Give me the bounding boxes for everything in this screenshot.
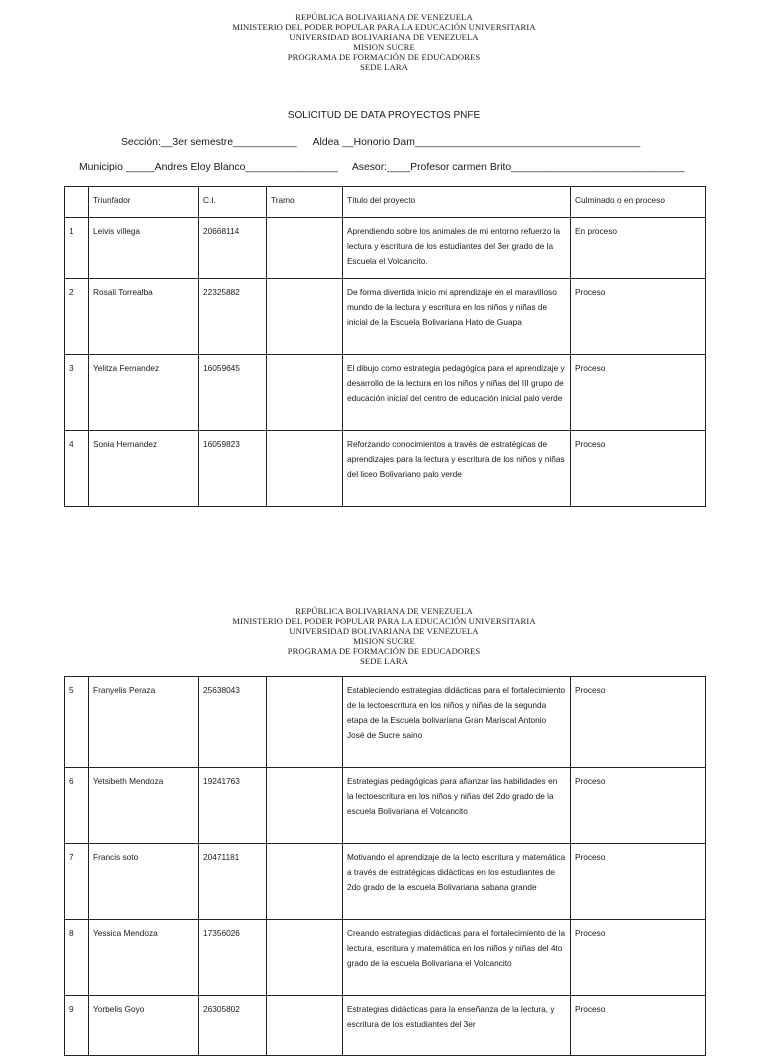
- tramo-cell: [267, 677, 343, 768]
- header-line: MINISTERIO DEL PODER POPULAR PARA LA EDUCACIÓN UNIVERSITARIA: [232, 616, 536, 626]
- header-cell-titulo: Título del proyecto: [343, 187, 571, 218]
- table-row: [65, 677, 706, 768]
- estado-cell: Proceso: [571, 355, 706, 431]
- row-number-cell: 1: [65, 218, 89, 279]
- row-number-cell: 2: [65, 279, 89, 355]
- asesor-field: Asesor:____Profesor carmen Brito______________________________: [351, 162, 685, 173]
- header-cell-tramo: Tramo: [267, 187, 343, 218]
- estado-cell: En proceso: [571, 218, 706, 279]
- projects-table-body: [65, 677, 706, 1056]
- municipio-asesor-row: [79, 161, 685, 174]
- titulo-cell: Aprendiendo sobre los animales de mi entorno refuerzo la lectura y escritura de los estudiantes del 3er grado de la Escuela el Volcancito.: [343, 218, 571, 279]
- titulo-cell: Estrategias pedagógicas para afianzar las habilidades en la lectoescritura en los niños y niñas del 2do grado de la escuela Bolivariana el Volcancito: [343, 768, 571, 844]
- row-number-cell: 4: [65, 431, 89, 507]
- row-number-cell: 6: [65, 768, 89, 844]
- ci-cell: 22325882: [199, 279, 267, 355]
- tramo-cell: [267, 768, 343, 844]
- seccion-field: Sección:__3er semestre___________: [121, 137, 297, 148]
- estado-cell: Proceso: [571, 768, 706, 844]
- table-row: [65, 355, 706, 431]
- triunfador-cell: Leivis villega: [89, 218, 199, 279]
- table-row: [65, 844, 706, 920]
- table-row: [65, 431, 706, 507]
- header-cell-triunfador: Triunfador: [89, 187, 199, 218]
- ci-cell: 20668114: [199, 218, 267, 279]
- table-row: [65, 218, 706, 279]
- tramo-cell: [267, 996, 343, 1056]
- titulo-cell: Estableciendo estrategias didácticas para el fortalecimiento de la lectoescritura en los niños y niñas de la segunda etapa de la Escuela bolivariana Gran Mariscal Antonio José de Sucre saino: [343, 677, 571, 768]
- triunfador-cell: Franyelis Peraza: [89, 677, 199, 768]
- tramo-cell: [267, 279, 343, 355]
- table-row: [65, 768, 706, 844]
- triunfador-cell: Yessica Mendoza: [89, 920, 199, 996]
- header-line: MINISTERIO DEL PODER POPULAR PARA LA EDUCACIÓN UNIVERSITARIA: [232, 22, 536, 32]
- seccion-aldea-row: [121, 136, 640, 149]
- projects-table-body: [65, 187, 706, 507]
- titulo-cell: Creando estrategias didácticas para el fortalecimiento de la lectura, escritura y matemática en los niños y niñas del 4to grado de la escuela Bolivariana el Volcancito: [343, 920, 571, 996]
- header-line: MISION SUCRE: [353, 42, 415, 52]
- triunfador-cell: Francis soto: [89, 844, 199, 920]
- table-row: [65, 996, 706, 1056]
- estado-cell: Proceso: [571, 920, 706, 996]
- estado-cell: Proceso: [571, 677, 706, 768]
- header-line: SEDE LARA: [360, 62, 408, 72]
- projects-table-page2: [64, 676, 706, 1056]
- ci-cell: 16059645: [199, 355, 267, 431]
- titulo-cell: Estrategias didácticas para la enseñanza de la lectura, y escritura de los estudiantes del 3er: [343, 996, 571, 1056]
- document-header: [0, 12, 768, 72]
- ci-cell: 25638043: [199, 677, 267, 768]
- triunfador-cell: Yorbelis Goyo: [89, 996, 199, 1056]
- ci-cell: 19241763: [199, 768, 267, 844]
- header-cell-ci: C.I.: [199, 187, 267, 218]
- projects-table-page1: [64, 186, 706, 507]
- aldea-field: Aldea __Honorio Dam_______________________________________: [312, 137, 641, 148]
- tramo-cell: [267, 920, 343, 996]
- header-line: MISION SUCRE: [353, 636, 415, 646]
- table-row: [65, 279, 706, 355]
- triunfador-cell: Yelitza Fernandez: [89, 355, 199, 431]
- document-title: SOLICITUD DE DATA PROYECTOS PNFE: [287, 110, 481, 121]
- row-number-cell: 9: [65, 996, 89, 1056]
- estado-cell: Proceso: [571, 996, 706, 1056]
- header-line: UNIVERSIDAD BOLIVARIANA DE VENEZUELA: [289, 626, 479, 636]
- titulo-cell: Reforzando conocimientos a través de estratégicas de aprendizajes para la lectura y escritura de los niños y niñas del liceo Bolivariano palo verde: [343, 431, 571, 507]
- tramo-cell: [267, 218, 343, 279]
- tramo-cell: [267, 844, 343, 920]
- row-number-cell: 8: [65, 920, 89, 996]
- row-number-cell: 7: [65, 844, 89, 920]
- estado-cell: Proceso: [571, 431, 706, 507]
- header-cell-num: [65, 187, 89, 218]
- header-line: PROGRAMA DE FORMACIÓN DE EDUCADORES: [287, 52, 481, 62]
- tramo-cell: [267, 355, 343, 431]
- header-line: UNIVERSIDAD BOLIVARIANA DE VENEZUELA: [289, 32, 479, 42]
- estado-cell: Proceso: [571, 279, 706, 355]
- ci-cell: 17356026: [199, 920, 267, 996]
- ci-cell: 20471181: [199, 844, 267, 920]
- titulo-cell: De forma divertida inicio mi aprendizaje en el maravilloso mundo de la lectura y escritura en los niños y niñas de inicial de la Escuela Bolivariana Hato de Guapa: [343, 279, 571, 355]
- table-header-row: [65, 187, 706, 218]
- header-cell-estado: Culminado o en proceso: [571, 187, 706, 218]
- ci-cell: 26305802: [199, 996, 267, 1056]
- tramo-cell: [267, 431, 343, 507]
- estado-cell: Proceso: [571, 844, 706, 920]
- row-number-cell: 5: [65, 677, 89, 768]
- row-number-cell: 3: [65, 355, 89, 431]
- municipio-field: Municipio _____Andres Eloy Blanco________________: [79, 162, 338, 173]
- ci-cell: 16059823: [199, 431, 267, 507]
- document-header-page2: [0, 606, 768, 666]
- triunfador-cell: Sonia Hernandez: [89, 431, 199, 507]
- table-row: [65, 920, 706, 996]
- header-line: PROGRAMA DE FORMACIÓN DE EDUCADORES: [287, 646, 481, 656]
- header-line: REPÚBLICA BOLIVARIANA DE VENEZUELA: [295, 12, 473, 22]
- header-line: REPÚBLICA BOLIVARIANA DE VENEZUELA: [295, 606, 473, 616]
- triunfador-cell: Yetsibeth Mendoza: [89, 768, 199, 844]
- titulo-cell: Motivando el aprendizaje de la lecto escritura y matemática a través de estratégicas didácticas en los estudiantes de 2do grado de la escuela Bolivariana sabana grande: [343, 844, 571, 920]
- header-line: SEDE LARA: [360, 656, 408, 666]
- triunfador-cell: Rosali Torrealba: [89, 279, 199, 355]
- titulo-cell: El dibujo como estrategia pedagógica para el aprendizaje y desarrollo de la lectura en los niños y niñas del III grupo de educación inicial del centro de educación inicial palo verde: [343, 355, 571, 431]
